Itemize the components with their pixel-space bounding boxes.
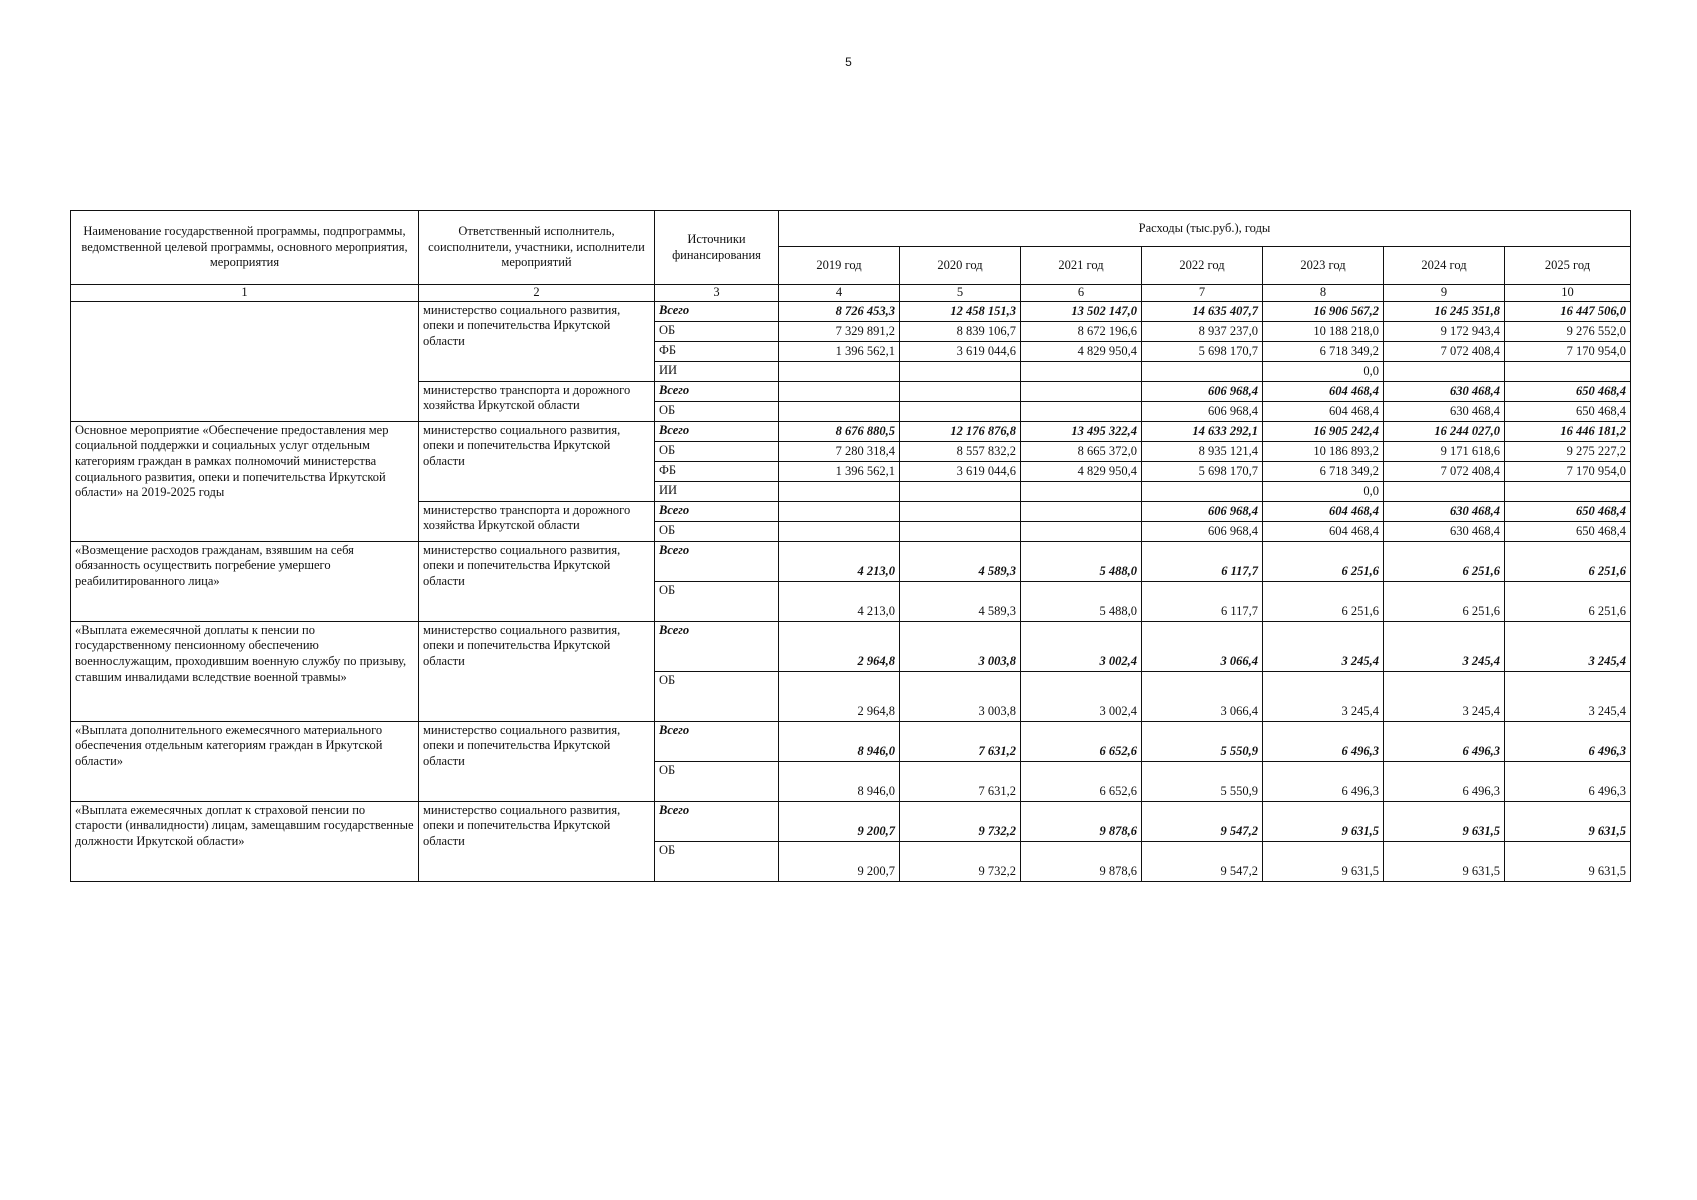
funding-source-cell: ОБ xyxy=(655,441,779,461)
expense-value-cell: 4 213,0 xyxy=(779,541,900,581)
expense-value-cell: 3 245,4 xyxy=(1384,671,1505,721)
funding-source-cell: Всего xyxy=(655,801,779,841)
expense-value-cell: 6 496,3 xyxy=(1263,761,1384,801)
expense-value-cell: 0,0 xyxy=(1263,361,1384,381)
expense-value-cell: 630 468,4 xyxy=(1384,501,1505,521)
expense-value-cell: 2 964,8 xyxy=(779,671,900,721)
header-year: 2025 год xyxy=(1505,247,1631,285)
table-row xyxy=(71,621,1631,671)
expense-value-cell: 3 619 044,6 xyxy=(900,461,1021,481)
expense-value-cell: 9 631,5 xyxy=(1263,841,1384,881)
header-year: 2024 год xyxy=(1384,247,1505,285)
expense-value-cell xyxy=(779,481,900,501)
header-year: 2020 год xyxy=(900,247,1021,285)
column-number: 4 xyxy=(779,285,900,302)
column-number: 5 xyxy=(900,285,1021,302)
expense-value-cell xyxy=(900,361,1021,381)
expense-value-cell: 3 003,8 xyxy=(900,621,1021,671)
expense-value-cell: 9 631,5 xyxy=(1384,801,1505,841)
expense-value-cell: 7 072 408,4 xyxy=(1384,341,1505,361)
table-row xyxy=(71,801,1631,841)
expense-value-cell: 9 171 618,6 xyxy=(1384,441,1505,461)
expense-value-cell: 12 176 876,8 xyxy=(900,421,1021,441)
expense-value-cell: 650 468,4 xyxy=(1505,521,1631,541)
table-row xyxy=(71,721,1631,761)
expense-value-cell xyxy=(900,381,1021,401)
expense-value-cell: 9 172 943,4 xyxy=(1384,321,1505,341)
table-row xyxy=(71,421,1631,441)
expense-value-cell xyxy=(900,521,1021,541)
header-year: 2021 год xyxy=(1021,247,1142,285)
funding-source-cell: Всего xyxy=(655,421,779,441)
header-year: 2022 год xyxy=(1142,247,1263,285)
expense-value-cell: 13 495 322,4 xyxy=(1021,421,1142,441)
column-number: 6 xyxy=(1021,285,1142,302)
expense-value-cell xyxy=(1021,381,1142,401)
column-number: 10 xyxy=(1505,285,1631,302)
column-number: 7 xyxy=(1142,285,1263,302)
expense-value-cell: 3 245,4 xyxy=(1263,621,1384,671)
expense-value-cell: 6 251,6 xyxy=(1505,541,1631,581)
expense-value-cell: 4 829 950,4 xyxy=(1021,341,1142,361)
expense-value-cell: 6 117,7 xyxy=(1142,541,1263,581)
expense-value-cell: 2 964,8 xyxy=(779,621,900,671)
expense-value-cell: 9 878,6 xyxy=(1021,801,1142,841)
header-source-col: Источники финансирования xyxy=(655,211,779,285)
expense-value-cell: 8 935 121,4 xyxy=(1142,441,1263,461)
expense-value-cell: 650 468,4 xyxy=(1505,501,1631,521)
expense-value-cell: 4 589,3 xyxy=(900,581,1021,621)
expense-value-cell: 6 251,6 xyxy=(1263,541,1384,581)
expense-value-cell: 5 550,9 xyxy=(1142,761,1263,801)
expense-value-cell xyxy=(1384,481,1505,501)
expense-value-cell xyxy=(1021,401,1142,421)
expense-value-cell: 606 968,4 xyxy=(1142,521,1263,541)
expense-value-cell: 6 718 349,2 xyxy=(1263,461,1384,481)
expense-value-cell xyxy=(1142,361,1263,381)
expense-value-cell: 606 968,4 xyxy=(1142,381,1263,401)
expense-value-cell: 630 468,4 xyxy=(1384,381,1505,401)
expense-value-cell: 9 547,2 xyxy=(1142,801,1263,841)
table-row xyxy=(71,301,1631,321)
expense-value-cell: 6 496,3 xyxy=(1263,721,1384,761)
expense-value-cell: 7 280 318,4 xyxy=(779,441,900,461)
expense-value-cell: 5 488,0 xyxy=(1021,581,1142,621)
expense-value-cell: 604 468,4 xyxy=(1263,521,1384,541)
expense-value-cell: 8 946,0 xyxy=(779,761,900,801)
executor-cell: министерство социального развития, опеки и попечительства Иркутской области xyxy=(419,621,655,721)
expense-value-cell: 6 496,3 xyxy=(1505,721,1631,761)
executor-cell: министерство социального развития, опеки и попечительства Иркутской области xyxy=(419,301,655,381)
executor-cell: министерство социального развития, опеки и попечительства Иркутской области xyxy=(419,721,655,801)
funding-source-cell: Всего xyxy=(655,541,779,581)
expense-value-cell: 14 635 407,7 xyxy=(1142,301,1263,321)
expense-value-cell: 14 633 292,1 xyxy=(1142,421,1263,441)
expense-value-cell xyxy=(1505,361,1631,381)
expense-value-cell: 10 188 218,0 xyxy=(1263,321,1384,341)
expense-value-cell: 6 496,3 xyxy=(1384,761,1505,801)
funding-source-cell: ОБ xyxy=(655,321,779,341)
expense-value-cell: 0,0 xyxy=(1263,481,1384,501)
expense-value-cell: 604 468,4 xyxy=(1263,381,1384,401)
expense-value-cell: 6 652,6 xyxy=(1021,721,1142,761)
expense-value-cell: 5 488,0 xyxy=(1021,541,1142,581)
expense-value-cell: 7 072 408,4 xyxy=(1384,461,1505,481)
expense-value-cell: 8 839 106,7 xyxy=(900,321,1021,341)
expense-value-cell: 604 468,4 xyxy=(1263,501,1384,521)
executor-cell: министерство социального развития, опеки и попечительства Иркутской области xyxy=(419,421,655,501)
expense-value-cell: 9 631,5 xyxy=(1263,801,1384,841)
expense-value-cell: 1 396 562,1 xyxy=(779,461,900,481)
expense-value-cell xyxy=(779,501,900,521)
expense-value-cell: 3 003,8 xyxy=(900,671,1021,721)
expense-value-cell xyxy=(1142,481,1263,501)
expense-value-cell: 16 245 351,8 xyxy=(1384,301,1505,321)
expense-value-cell: 3 619 044,6 xyxy=(900,341,1021,361)
expense-value-cell: 630 468,4 xyxy=(1384,401,1505,421)
expense-value-cell: 9 732,2 xyxy=(900,841,1021,881)
expense-value-cell: 6 251,6 xyxy=(1384,581,1505,621)
funding-source-cell: Всего xyxy=(655,621,779,671)
expense-value-cell: 6 496,3 xyxy=(1505,761,1631,801)
expense-value-cell: 9 732,2 xyxy=(900,801,1021,841)
table-body xyxy=(71,301,1631,881)
expense-value-cell: 6 251,6 xyxy=(1505,581,1631,621)
program-name-cell xyxy=(71,301,419,421)
funding-source-cell: ОБ xyxy=(655,671,779,721)
column-number: 2 xyxy=(419,285,655,302)
funding-source-cell: ОБ xyxy=(655,841,779,881)
expense-value-cell xyxy=(900,481,1021,501)
column-number: 1 xyxy=(71,285,419,302)
expense-value-cell: 7 329 891,2 xyxy=(779,321,900,341)
expense-value-cell: 3 066,4 xyxy=(1142,621,1263,671)
expense-value-cell xyxy=(1021,361,1142,381)
executor-cell: министерство транспорта и дорожного хозяйства Иркутской области xyxy=(419,501,655,541)
expense-value-cell: 9 276 552,0 xyxy=(1505,321,1631,341)
program-name-cell: «Выплата ежемесячных доплат к страховой пенсии по старости (инвалидности) лицам, замещавшим государственные должности Иркутской области» xyxy=(71,801,419,881)
expense-value-cell: 606 968,4 xyxy=(1142,501,1263,521)
expense-value-cell: 8 946,0 xyxy=(779,721,900,761)
expense-value-cell: 10 186 893,2 xyxy=(1263,441,1384,461)
expense-value-cell: 3 245,4 xyxy=(1505,621,1631,671)
expense-value-cell: 12 458 151,3 xyxy=(900,301,1021,321)
expense-value-cell: 8 672 196,6 xyxy=(1021,321,1142,341)
expense-value-cell: 9 200,7 xyxy=(779,841,900,881)
executor-cell: министерство социального развития, опеки и попечительства Иркутской области xyxy=(419,541,655,621)
page-number: 5 xyxy=(845,55,852,69)
expense-value-cell xyxy=(1021,501,1142,521)
expense-value-cell: 9 275 227,2 xyxy=(1505,441,1631,461)
expense-value-cell: 9 631,5 xyxy=(1505,841,1631,881)
expense-value-cell: 3 245,4 xyxy=(1505,671,1631,721)
expense-value-cell: 3 245,4 xyxy=(1263,671,1384,721)
expense-value-cell: 3 245,4 xyxy=(1384,621,1505,671)
funding-source-cell: ОБ xyxy=(655,521,779,541)
expense-value-cell: 4 829 950,4 xyxy=(1021,461,1142,481)
expense-value-cell: 3 002,4 xyxy=(1021,671,1142,721)
expense-value-cell: 8 557 832,2 xyxy=(900,441,1021,461)
expense-value-cell: 6 718 349,2 xyxy=(1263,341,1384,361)
funding-source-cell: ИИ xyxy=(655,361,779,381)
expense-value-cell xyxy=(1021,481,1142,501)
expense-value-cell: 7 631,2 xyxy=(900,721,1021,761)
expense-value-cell: 9 631,5 xyxy=(1384,841,1505,881)
expense-value-cell: 5 698 170,7 xyxy=(1142,341,1263,361)
column-number: 3 xyxy=(655,285,779,302)
header-year: 2019 год xyxy=(779,247,900,285)
expense-value-cell: 630 468,4 xyxy=(1384,521,1505,541)
header-expenses: Расходы (тыс.руб.), годы xyxy=(779,211,1631,247)
column-number: 9 xyxy=(1384,285,1505,302)
expense-value-cell: 604 468,4 xyxy=(1263,401,1384,421)
funding-source-cell: Всего xyxy=(655,301,779,321)
expense-value-cell: 9 200,7 xyxy=(779,801,900,841)
header-executor-col: Ответственный исполнитель, соисполнители, участники, исполнители мероприятий xyxy=(419,211,655,285)
funding-source-cell: ОБ xyxy=(655,401,779,421)
program-name-cell: «Выплата дополнительного ежемесячного материального обеспечения отдельным категориям граждан в Иркутской области» xyxy=(71,721,419,801)
expense-value-cell xyxy=(1384,361,1505,381)
expense-value-cell: 3 066,4 xyxy=(1142,671,1263,721)
budget-table xyxy=(70,210,1631,882)
expense-value-cell xyxy=(779,521,900,541)
column-number: 8 xyxy=(1263,285,1384,302)
expense-value-cell: 4 589,3 xyxy=(900,541,1021,581)
expense-value-cell: 8 676 880,5 xyxy=(779,421,900,441)
expense-value-cell: 7 170 954,0 xyxy=(1505,341,1631,361)
expense-value-cell: 8 937 237,0 xyxy=(1142,321,1263,341)
funding-source-cell: Всего xyxy=(655,501,779,521)
expense-value-cell: 650 468,4 xyxy=(1505,401,1631,421)
expense-value-cell: 8 665 372,0 xyxy=(1021,441,1142,461)
funding-source-cell: ИИ xyxy=(655,481,779,501)
expense-value-cell: 6 251,6 xyxy=(1384,541,1505,581)
expense-value-cell: 1 396 562,1 xyxy=(779,341,900,361)
funding-source-cell: Всего xyxy=(655,381,779,401)
expense-value-cell: 9 547,2 xyxy=(1142,841,1263,881)
funding-source-cell: ФБ xyxy=(655,341,779,361)
expense-value-cell: 16 447 506,0 xyxy=(1505,301,1631,321)
expense-value-cell: 6 251,6 xyxy=(1263,581,1384,621)
table-row xyxy=(71,541,1631,581)
expense-value-cell: 16 244 027,0 xyxy=(1384,421,1505,441)
expense-value-cell: 16 446 181,2 xyxy=(1505,421,1631,441)
expense-value-cell: 13 502 147,0 xyxy=(1021,301,1142,321)
expense-value-cell: 7 170 954,0 xyxy=(1505,461,1631,481)
expense-value-cell: 6 652,6 xyxy=(1021,761,1142,801)
expense-value-cell: 3 002,4 xyxy=(1021,621,1142,671)
header-name-col: Наименование государственной программы, подпрограммы, ведомственной целевой программы, основного мероприятия, мероприятия xyxy=(71,211,419,285)
expense-value-cell: 9 631,5 xyxy=(1505,801,1631,841)
funding-source-cell: ФБ xyxy=(655,461,779,481)
expense-value-cell xyxy=(900,501,1021,521)
expense-value-cell: 606 968,4 xyxy=(1142,401,1263,421)
expense-value-cell: 8 726 453,3 xyxy=(779,301,900,321)
expense-value-cell: 5 698 170,7 xyxy=(1142,461,1263,481)
funding-source-cell: Всего xyxy=(655,721,779,761)
funding-source-cell: ОБ xyxy=(655,761,779,801)
expense-value-cell: 9 878,6 xyxy=(1021,841,1142,881)
expense-value-cell: 6 117,7 xyxy=(1142,581,1263,621)
expense-value-cell: 5 550,9 xyxy=(1142,721,1263,761)
expense-value-cell xyxy=(779,381,900,401)
expense-value-cell: 16 906 567,2 xyxy=(1263,301,1384,321)
expense-value-cell xyxy=(779,401,900,421)
expense-value-cell: 16 905 242,4 xyxy=(1263,421,1384,441)
expense-value-cell xyxy=(1021,521,1142,541)
expense-value-cell xyxy=(900,401,1021,421)
expense-value-cell: 650 468,4 xyxy=(1505,381,1631,401)
expense-value-cell: 7 631,2 xyxy=(900,761,1021,801)
expense-value-cell: 6 496,3 xyxy=(1384,721,1505,761)
program-name-cell: «Возмещение расходов гражданам, взявшим на себя обязанность осуществить погребение умершего реабилитированного лица» xyxy=(71,541,419,621)
program-name-cell: «Выплата ежемесячной доплаты к пенсии по государственному пенсионному обеспечению военнослужащим, проходившим военную службу по призыву, ставшим инвалидами вследствие военной травмы» xyxy=(71,621,419,721)
expense-value-cell xyxy=(1505,481,1631,501)
program-name-cell: Основное мероприятие «Обеспечение предоставления мер социальной поддержки и социальных услуг отдельным категориям граждан в рамках полномочий министерства социального развития, опеки и попечительства Иркутской области» на 2019-2025 годы xyxy=(71,421,419,541)
expense-value-cell: 4 213,0 xyxy=(779,581,900,621)
header-year: 2023 год xyxy=(1263,247,1384,285)
expense-value-cell xyxy=(779,361,900,381)
executor-cell: министерство транспорта и дорожного хозяйства Иркутской области xyxy=(419,381,655,421)
executor-cell: министерство социального развития, опеки и попечительства Иркутской области xyxy=(419,801,655,881)
funding-source-cell: ОБ xyxy=(655,581,779,621)
